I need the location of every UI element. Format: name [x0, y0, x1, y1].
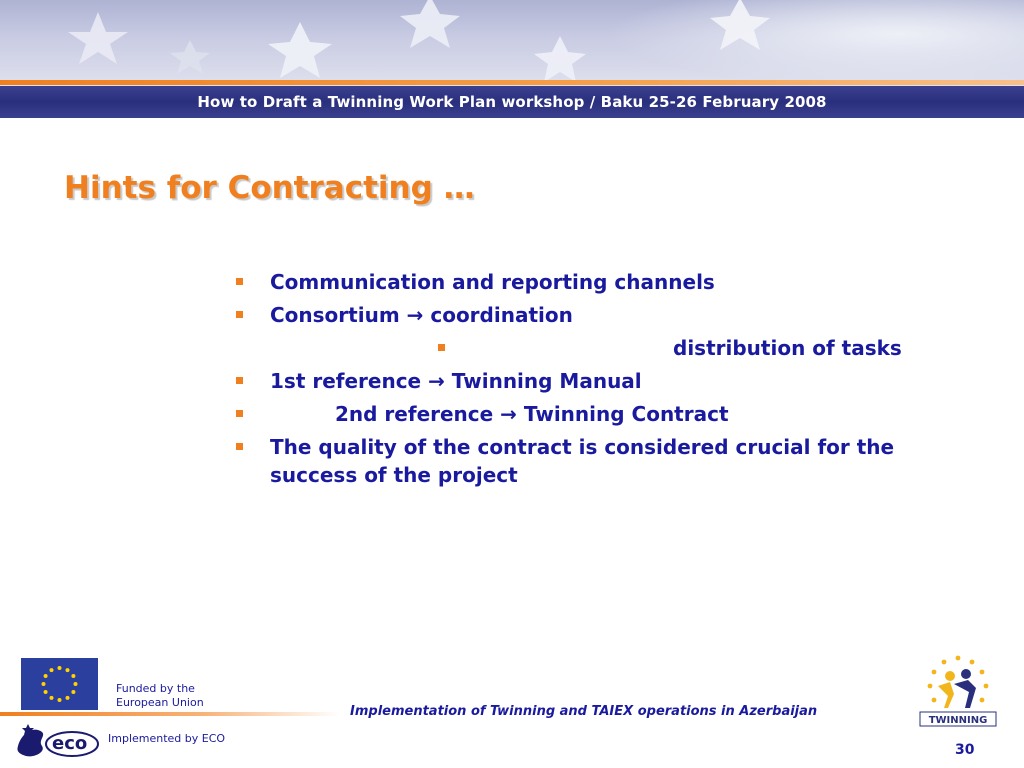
bullet-square-icon: [438, 344, 445, 351]
bullet-square-icon: [236, 377, 243, 384]
bullet-list: [232, 268, 962, 495]
banner-stars-icon: [0, 0, 1024, 86]
list-item: [232, 433, 962, 495]
list-item: [232, 268, 962, 301]
header-banner: [0, 0, 1024, 86]
funded-line-2: European Union: [116, 696, 204, 709]
twinning-logo-icon: [914, 650, 1002, 734]
header-accent-line: [0, 80, 1024, 85]
bullet-text: 2nd reference → Twinning Contract: [335, 402, 729, 426]
page-number: 30: [955, 742, 975, 758]
list-item: [232, 301, 962, 334]
list-item: [232, 334, 962, 367]
eco-logo-icon: [12, 718, 102, 768]
svg-text:TWINNING: TWINNING: [928, 715, 988, 726]
list-item: [232, 400, 962, 433]
implemented-by-text: Implemented by ECO: [108, 732, 226, 745]
bullet-square-icon: [236, 410, 243, 417]
list-item: [232, 367, 962, 400]
header-title-bar: [0, 86, 1024, 118]
bullet-square-icon: [236, 443, 243, 450]
bullet-text: The quality of the contract is considered crucial for the success of the project: [270, 435, 895, 487]
svg-text:eco: eco: [52, 733, 88, 754]
funded-line-1: Funded by the: [116, 682, 195, 695]
bullet-text: Communication and reporting channels: [270, 270, 715, 294]
bullet-square-icon: [236, 278, 243, 285]
bullet-text: 1st reference → Twinning Manual: [270, 369, 642, 393]
eu-flag-icon: [21, 658, 98, 710]
funded-by-text: [116, 682, 204, 710]
slide-title: Hints for Contracting …: [64, 170, 475, 206]
bullet-text: distribution of tasks: [673, 336, 902, 360]
footer-caption: Implementation of Twinning and TAIEX operations in Azerbaijan: [350, 704, 818, 719]
footer-accent-line: [0, 712, 340, 716]
bullet-text: Consortium → coordination: [270, 303, 573, 327]
bullet-square-icon: [236, 311, 243, 318]
header-title: How to Draft a Twinning Work Plan workshop / Baku 25-26 February 2008: [197, 93, 827, 111]
